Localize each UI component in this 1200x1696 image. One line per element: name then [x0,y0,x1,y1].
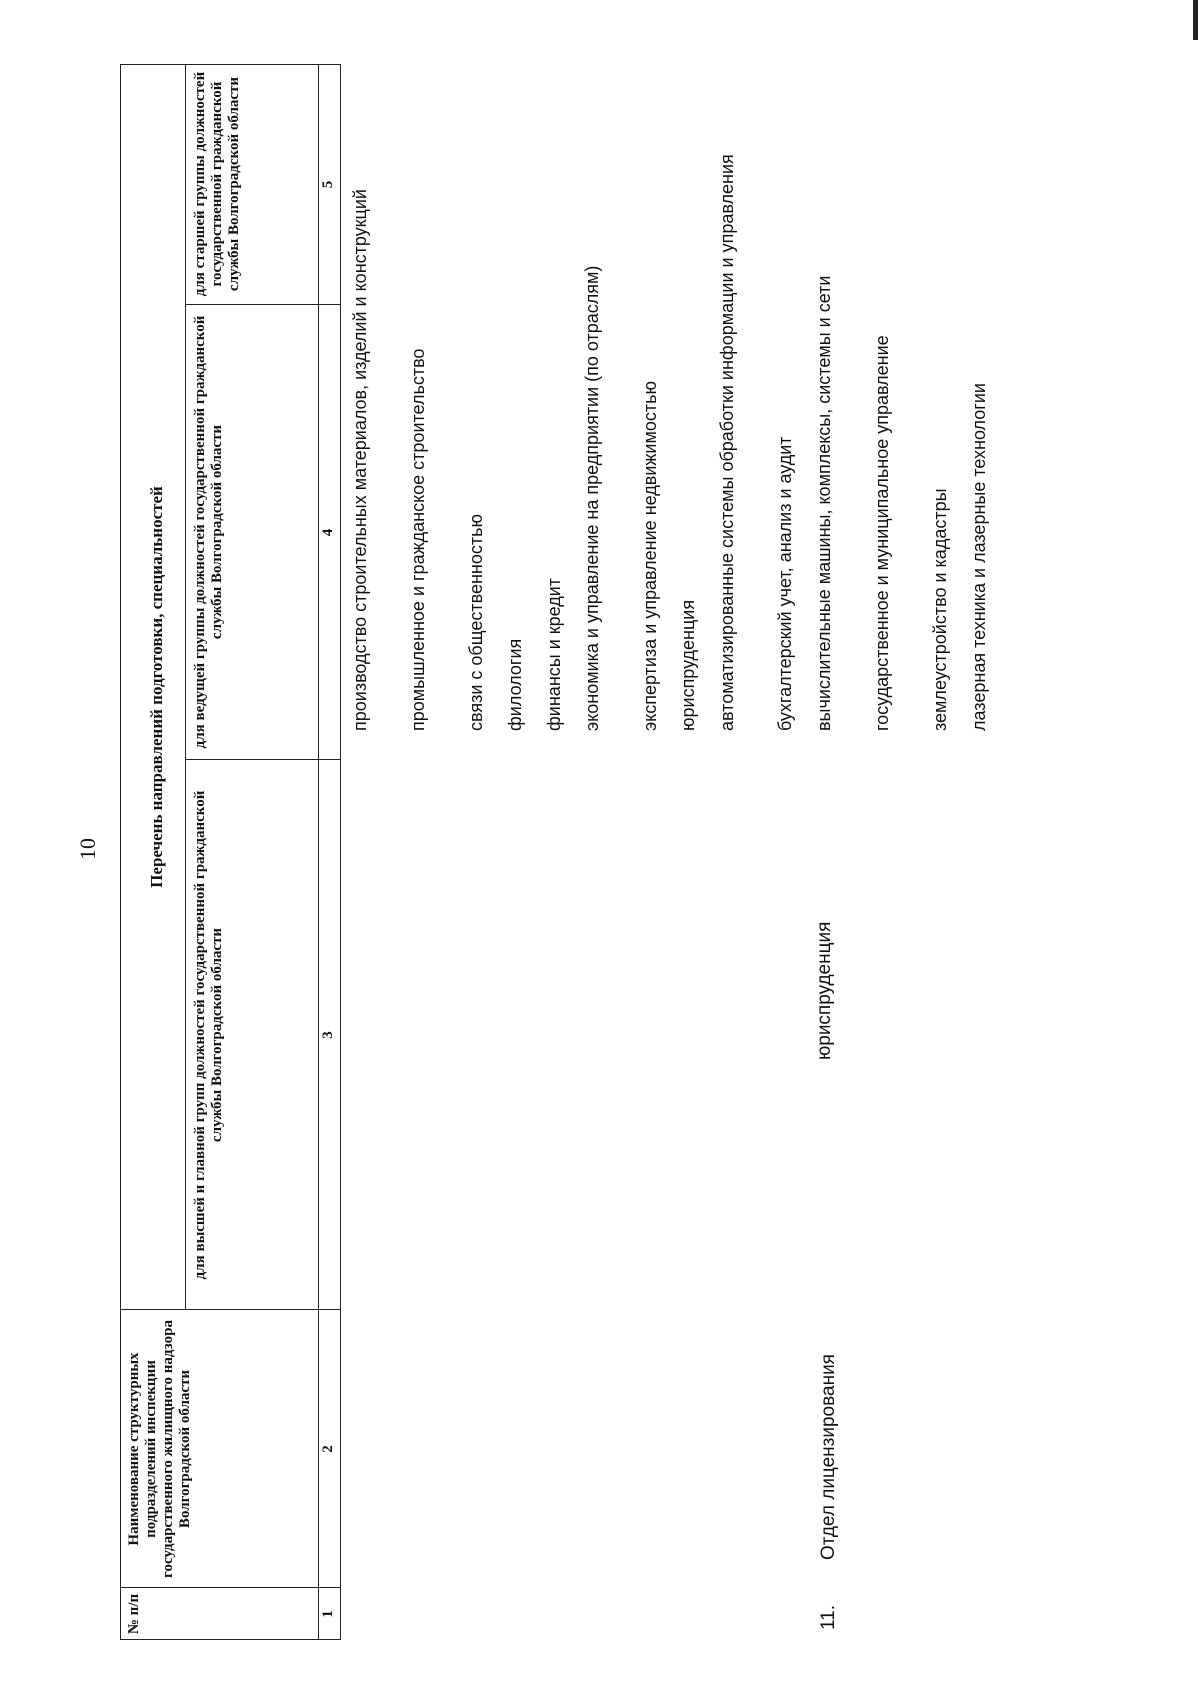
row-unit-name: Отдел лицензирования [818,1354,839,1560]
colnum-3: 3 [320,1031,336,1039]
page-number: 10 [75,838,100,860]
header-bottom-border [318,64,319,1640]
list-item: финансы и кредит [544,577,564,731]
colnum-4: 4 [320,528,336,537]
row-number: 11. [818,1604,839,1630]
col-divider-4 [185,304,340,305]
header-col5: для старшей группы должностей государственной гражданской службы Волгоградской области [192,71,242,297]
list-item: промышленное и гражданское строительство [408,348,428,731]
list-item: юриспруденция [678,599,698,731]
row-col3-specialty: юриспруденция [814,921,835,1060]
table-top-border [120,64,121,1640]
header-col4: для ведущей группы должностей государственной гражданской службы Волгоградской области [192,315,225,749]
table-right-border [120,64,340,65]
col-divider-3 [185,759,340,760]
list-item: экономика и управление на предприятии (по отраслям) [582,265,602,731]
header-specialties-group: Перечень направлений подготовки, специальностей [147,486,166,888]
list-item: филология [505,638,525,731]
colnum-bottom-border [340,64,341,1640]
col-divider-1 [120,1587,340,1588]
list-item: автоматизированные системы обработки информации и управления [717,154,737,731]
list-item: бухгалтерский учет, анализ и аудит [775,436,795,731]
subheader-divider [185,64,186,1310]
header-unit-name: Наименование структурных подразделений инспекции государственного жилищного надзора Волгоградской области [126,1320,193,1578]
colnum-2: 2 [320,1445,336,1453]
header-col3: для высшей и главной групп должностей государственной гражданской службы Волгоградской области [192,790,225,1280]
list-item: экспертиза и управление недвижимостью [640,381,660,731]
colnum-5: 5 [320,180,336,189]
list-item: государственное и муниципальное управление [872,335,892,731]
table-landscape [120,64,989,1640]
table-left-border [120,1639,340,1640]
list-item: землеустройство и кадастры [930,488,950,731]
list-item: производство строительных материалов, изделий и конструкций [350,189,370,731]
colnum-1: 1 [320,1610,336,1618]
col-divider-2 [120,1309,340,1310]
list-item: связи с общественностью [466,514,486,731]
list-item: лазерная техника и лазерные технологии [969,383,989,731]
list-item: вычислительные машины, комплексы, системы и сети [814,275,834,731]
scan-edge-mark [1193,0,1198,40]
header-num: № п/п [126,1593,142,1635]
